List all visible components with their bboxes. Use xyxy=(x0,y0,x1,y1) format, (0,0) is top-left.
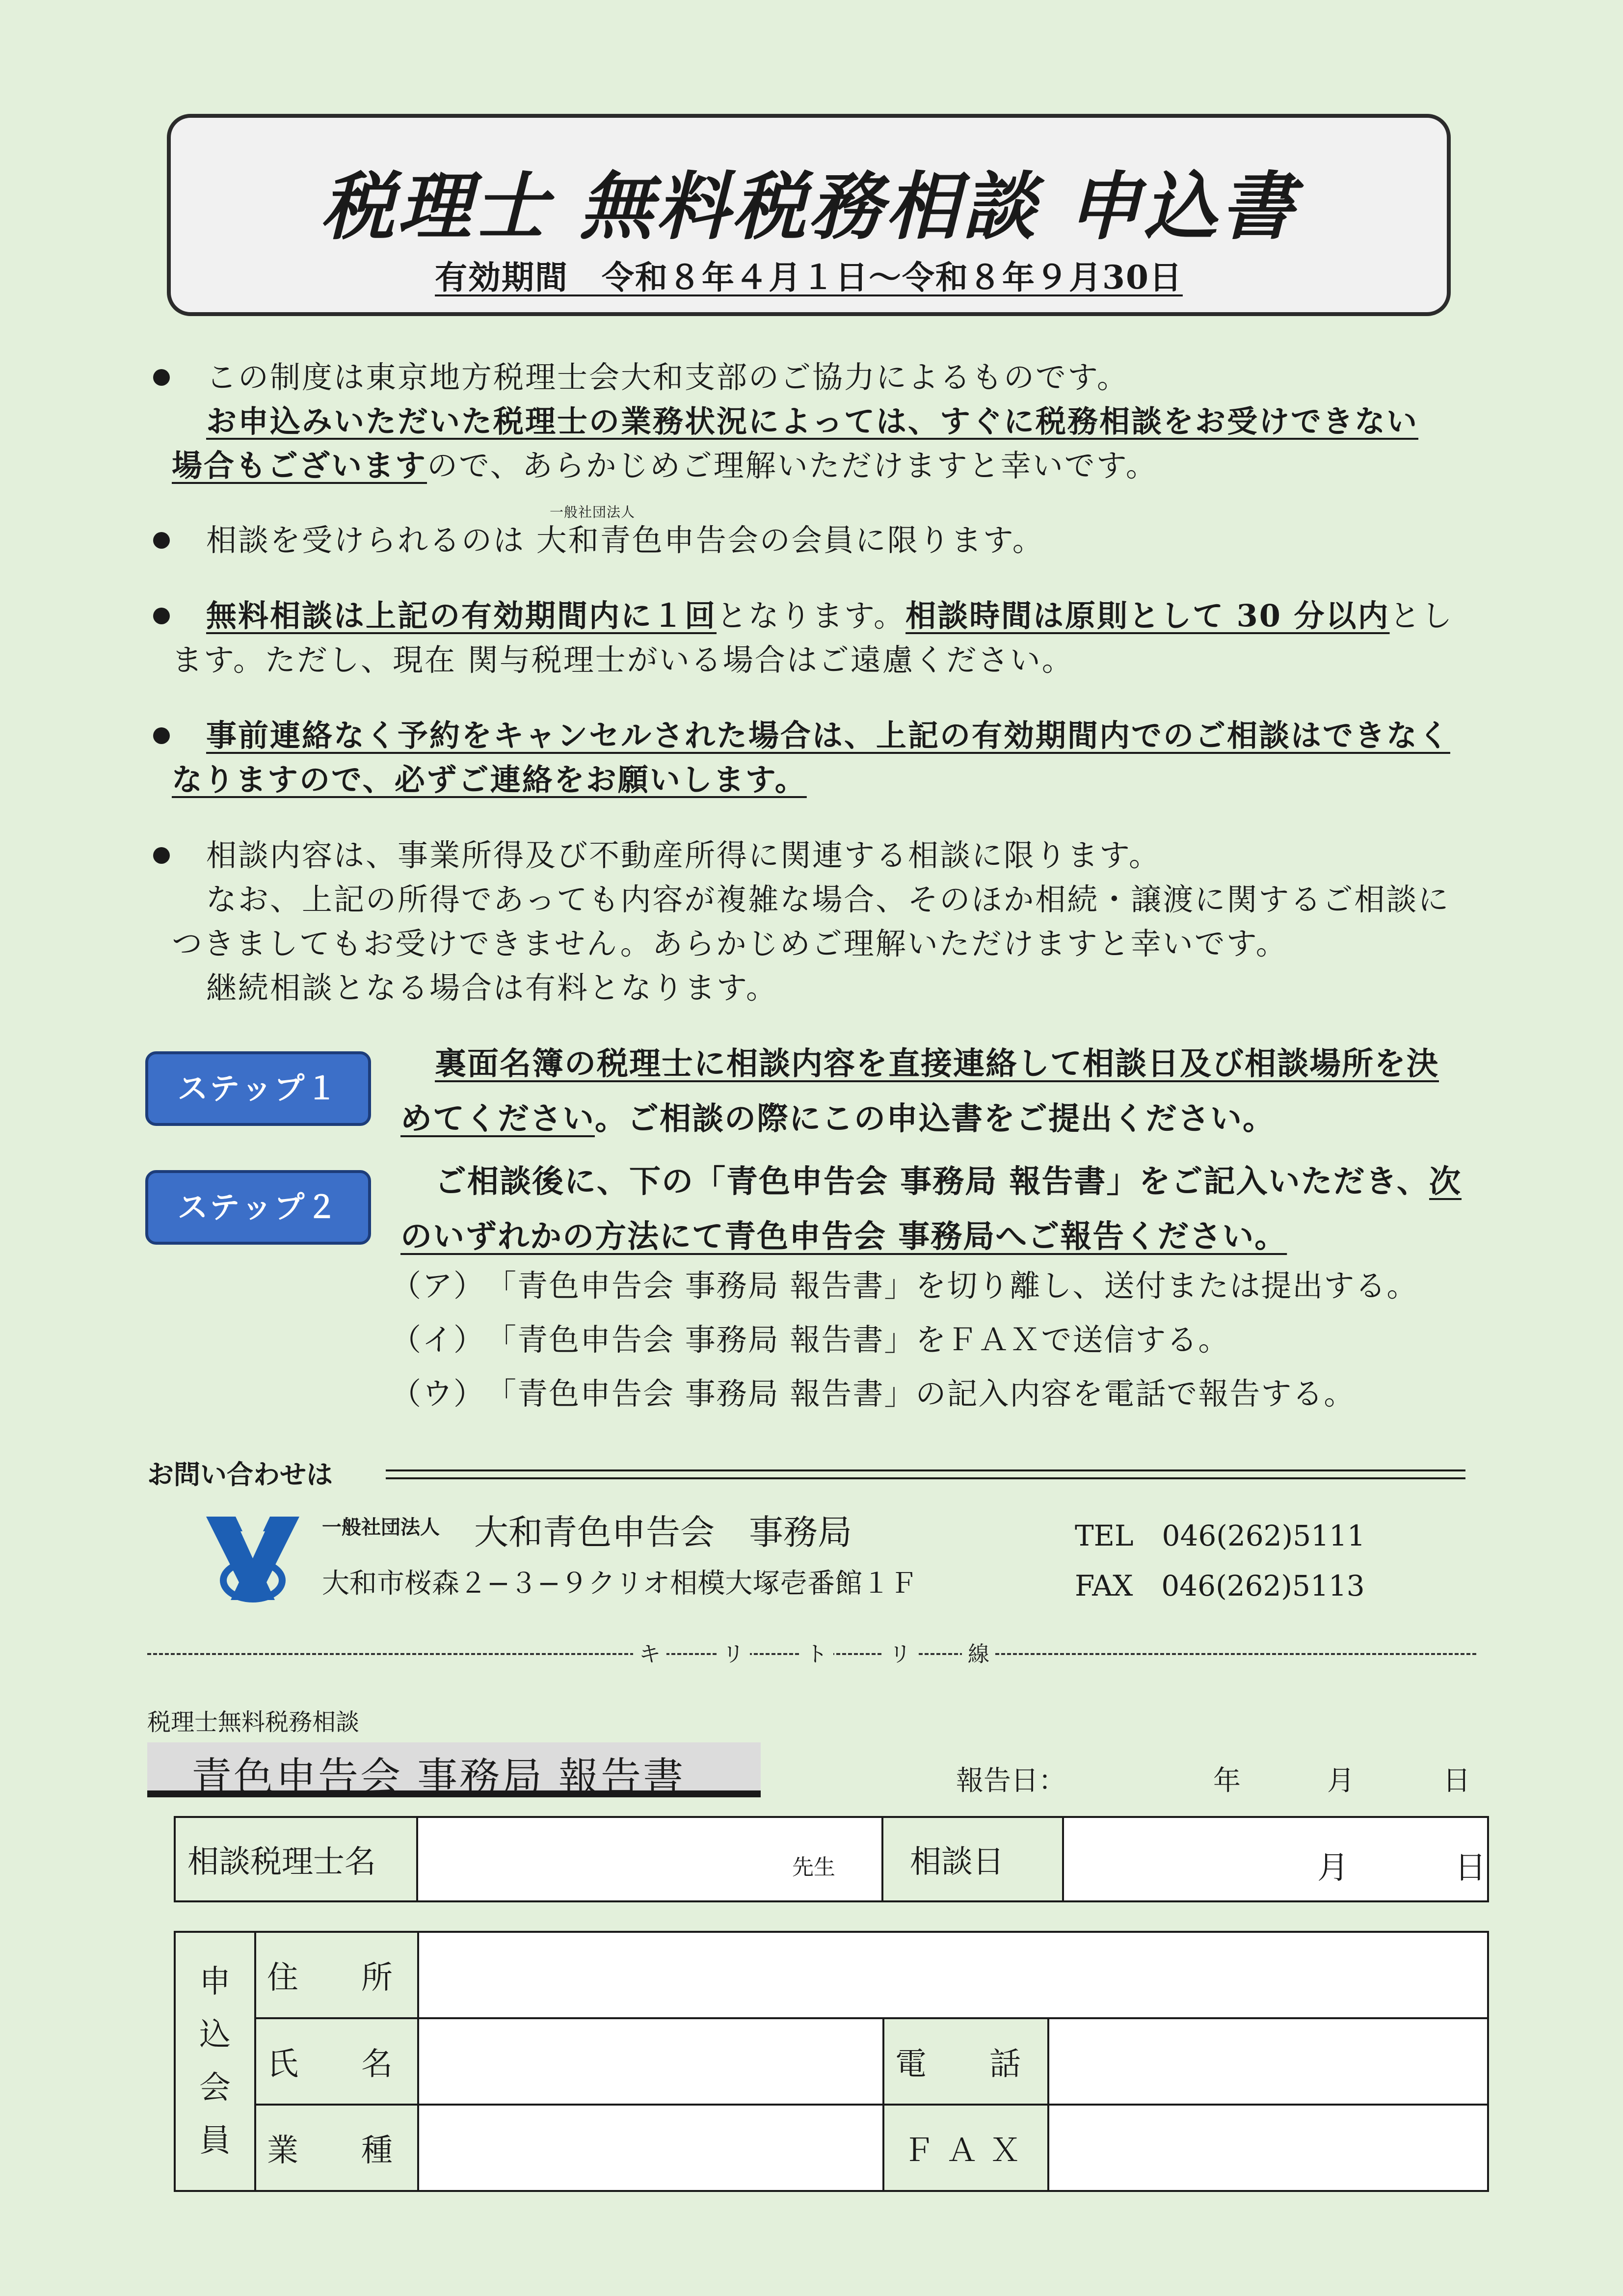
bullet-5 xyxy=(172,833,1477,1010)
consultation-date-field[interactable] xyxy=(1063,1817,1488,1901)
step-2-line-2: のいずれかの方法にて青色申告会 事務局へご報告ください。 xyxy=(400,1218,1287,1255)
org-name: 大和青色申告会 事務局 xyxy=(474,1512,852,1552)
phone-label: 電 話 xyxy=(883,2018,1048,2105)
step-2-line-1b: 次 xyxy=(1429,1163,1462,1200)
divider xyxy=(386,1477,1465,1479)
member-side-char: 込 xyxy=(199,2017,231,2053)
bullet-1-text: この制度は東京地方税理士会大和支部のご協力によるものです。 xyxy=(206,359,1129,395)
report-year-label: 年 xyxy=(1213,1765,1241,1797)
step-2-line-1a: ご相談後に、下の「青色申告会 事務局 報告書」をご記入いただき、 xyxy=(435,1163,1429,1200)
consultation-day-label: 日 xyxy=(1455,1850,1486,1886)
option-i: （イ） 「青色申告会 事務局 報告書」をＦＡＸで送信する。 xyxy=(391,1322,1230,1358)
bullet-4-line-1: 事前連絡なく予約をキャンセルされた場合は、上記の有効期間内でのご相談はできなく xyxy=(206,718,1451,753)
bullet-dot xyxy=(153,532,170,549)
industry-label: 業 種 xyxy=(255,2105,418,2191)
address-field[interactable] xyxy=(418,1932,1488,2018)
step-1-line-2a: めてください xyxy=(400,1100,595,1137)
cut-line-char: キ xyxy=(633,1636,666,1668)
contact-heading: お問い合わせは xyxy=(147,1459,333,1490)
fax-field[interactable] xyxy=(1048,2105,1488,2191)
fax-number: FAX 046(262)5113 xyxy=(1075,1569,1365,1602)
member-side-char: 員 xyxy=(199,2123,231,2159)
bullet-dot xyxy=(153,608,170,624)
consultation-month-label: 月 xyxy=(1317,1850,1349,1886)
step-2-badge: ステップ２ xyxy=(145,1170,371,1245)
bullet-1-rest: ので、あらかじめご理解いただけますと幸いです。 xyxy=(427,448,1158,483)
consultation-table xyxy=(174,1816,1489,1902)
advisor-suffix: 先生 xyxy=(792,1855,835,1880)
step-2-text xyxy=(400,1154,1480,1264)
industry-field[interactable] xyxy=(418,2105,883,2191)
bullet-1-emphasis-2: 場合もございます xyxy=(172,448,427,483)
org-type-ruby: 一般社団法人 xyxy=(550,504,636,520)
bullet-3-tail: とし xyxy=(1389,598,1454,634)
member-side-char: 会 xyxy=(199,2070,231,2106)
advisor-name-field[interactable] xyxy=(417,1817,882,1901)
step-1-text xyxy=(400,1037,1480,1147)
bullet-dot xyxy=(153,847,170,864)
name-label: 氏 名 xyxy=(255,2018,418,2105)
fax-label: ＦＡＸ xyxy=(883,2105,1048,2191)
page-title: 税理士 無料税務相談 申込書 xyxy=(320,164,1297,250)
bullet-2-post: の会員に限ります。 xyxy=(759,522,1044,558)
cut-line-char: リ xyxy=(717,1636,750,1668)
bullet-3-emphasis-1: 無料相談は上記の有効期間内に１回 xyxy=(206,598,717,634)
cut-line-char: リ xyxy=(883,1636,917,1668)
report-title-box xyxy=(147,1742,761,1801)
bullet-4-line-2: なりますので、必ずご連絡をお願いします。 xyxy=(172,762,807,798)
bullet-2-org: 大和青色申告会 xyxy=(536,522,760,558)
tel-number: TEL 046(262)5111 xyxy=(1075,1519,1365,1552)
validity-period: 有効期間 令和８年４月１日〜令和８年９月30日 xyxy=(435,258,1183,296)
phone-field[interactable] xyxy=(1048,2018,1488,2105)
report-title: 青色申告会 事務局 報告書 xyxy=(191,1754,686,1801)
member-side-char: 申 xyxy=(199,1964,231,2000)
report-caption: 税理士無料税務相談 xyxy=(147,1709,360,1736)
bullet-5-line-4: 継続相談となる場合は有料となります。 xyxy=(206,970,778,1006)
association-logo-icon xyxy=(201,1512,304,1605)
bullet-1 xyxy=(172,355,1477,488)
bullet-5-line-3: つきましてもお受けできません。あらかじめご理解いただけますと幸いです。 xyxy=(172,926,1288,961)
bullet-3-mid: となります。 xyxy=(717,598,906,634)
bullet-5-line-1: 相談内容は、事業所得及び不動産所得に関連する相談に限ります。 xyxy=(206,837,1161,873)
org-address: 大和市桜森２−３−９クリオ相模大塚壱番館１Ｆ xyxy=(322,1568,918,1600)
bullet-5-line-2: なお、上記の所得であっても内容が複雑な場合、そのほか相続・譲渡に関するご相談に xyxy=(206,881,1450,917)
bullet-3-emphasis-2: 相談時間は原則として 30 分以内 xyxy=(905,598,1390,634)
consultation-date-label: 相談日 xyxy=(882,1817,1063,1901)
cut-line-char: 線 xyxy=(962,1636,995,1668)
option-a: （ア） 「青色申告会 事務局 報告書」を切り離し、送付または提出する。 xyxy=(391,1268,1418,1304)
step-1-badge: ステップ１ xyxy=(145,1051,371,1126)
bullet-2 xyxy=(172,518,1477,562)
bullet-3-line-2: ます。ただし、現在 関与税理士がいる場合はご遠慮ください。 xyxy=(172,642,1074,678)
member-side-label xyxy=(175,1932,255,2191)
bullet-3 xyxy=(172,594,1477,682)
report-month-label: 月 xyxy=(1327,1765,1355,1797)
bullet-dot xyxy=(153,369,170,386)
report-day-label: 日 xyxy=(1443,1765,1470,1797)
name-field[interactable] xyxy=(418,2018,883,2105)
divider xyxy=(386,1469,1465,1471)
bullet-1-emphasis: お申込みいただいた税理士の業務状況によっては、すぐに税務相談をお受けできない xyxy=(206,403,1419,439)
report-date-label: 報告日： xyxy=(956,1765,1066,1797)
bullet-dot xyxy=(153,727,170,744)
address-label: 住 所 xyxy=(255,1932,418,2018)
bullet-2-pre: 相談を受けられるのは xyxy=(206,522,526,558)
bullet-4 xyxy=(172,714,1477,802)
option-u: （ウ） 「青色申告会 事務局 報告書」の記入内容を電話で報告する。 xyxy=(391,1376,1356,1412)
org-type: 一般社団法人 xyxy=(322,1516,440,1539)
cut-line-char: ト xyxy=(800,1636,833,1668)
title-box xyxy=(167,114,1451,316)
advisor-label: 相談税理士名 xyxy=(175,1817,417,1901)
member-table xyxy=(174,1931,1489,2192)
step-1-line-1: 裏面名簿の税理士に相談内容を直接連絡して相談日及び相談場所を決 xyxy=(435,1045,1439,1082)
step-1-line-2b: 。ご相談の際にこの申込書をご提出ください。 xyxy=(595,1100,1275,1137)
